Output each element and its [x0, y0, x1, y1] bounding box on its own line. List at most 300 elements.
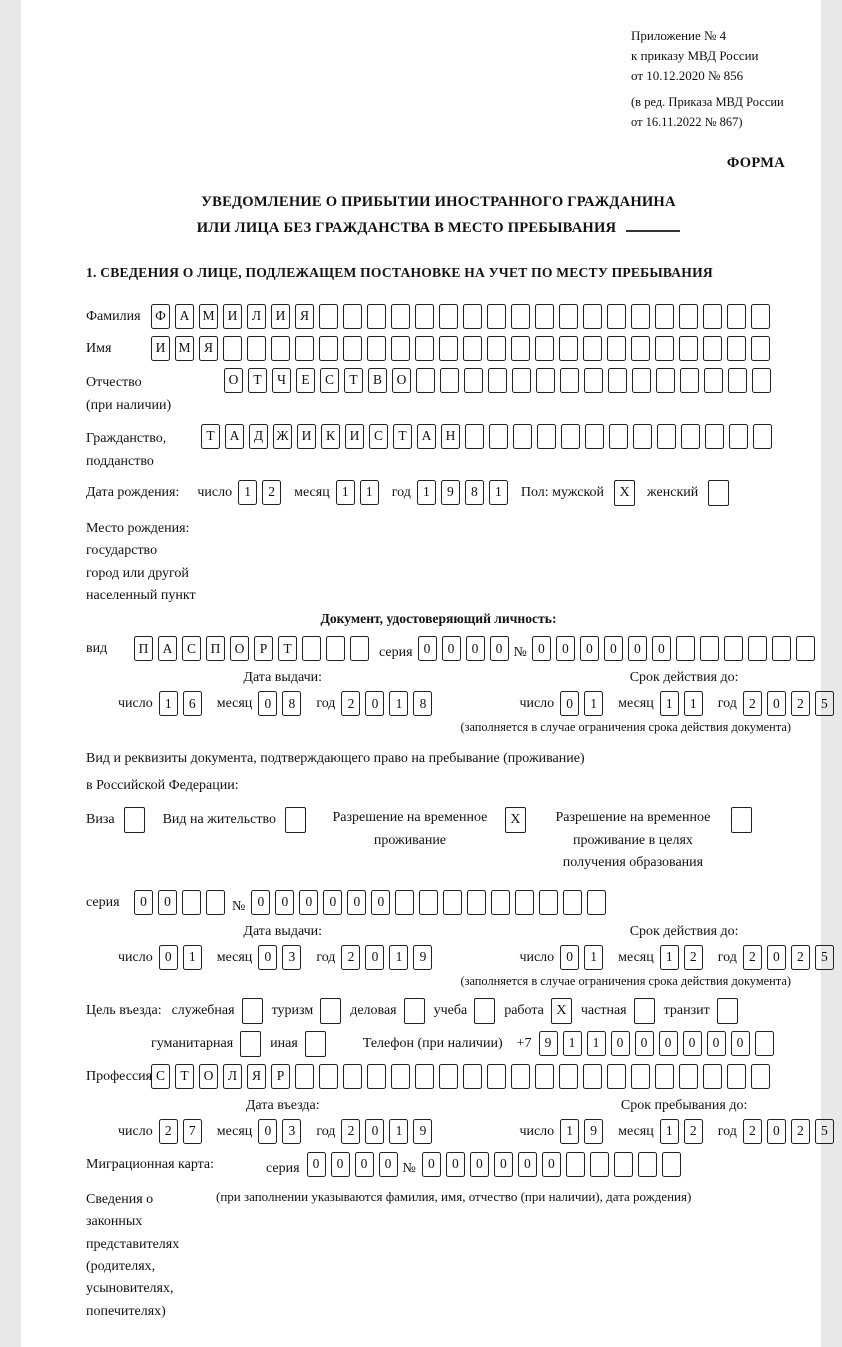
- char-cell[interactable]: [343, 1064, 362, 1089]
- char-cell[interactable]: [487, 1064, 506, 1089]
- char-cell[interactable]: 1: [587, 1031, 606, 1056]
- char-cell[interactable]: 0: [628, 636, 647, 661]
- char-cell[interactable]: 9: [413, 945, 432, 970]
- char-cell[interactable]: [416, 368, 435, 393]
- char-cell[interactable]: 1: [684, 691, 703, 716]
- char-cell[interactable]: [464, 368, 483, 393]
- char-cell[interactable]: Ч: [272, 368, 291, 393]
- char-cell[interactable]: 7: [183, 1119, 202, 1144]
- char-cell[interactable]: 0: [418, 636, 437, 661]
- char-cell[interactable]: И: [151, 336, 170, 361]
- char-cell[interactable]: 1: [238, 480, 257, 505]
- char-cell[interactable]: В: [368, 368, 387, 393]
- char-cell[interactable]: Я: [295, 304, 314, 329]
- char-cell[interactable]: [391, 336, 410, 361]
- char-cell[interactable]: 0: [258, 945, 277, 970]
- char-cell[interactable]: П: [206, 636, 225, 661]
- char-cell[interactable]: И: [345, 424, 364, 449]
- char-cell[interactable]: [772, 636, 791, 661]
- char-cell[interactable]: [753, 424, 772, 449]
- label-line: попечителях): [86, 1303, 166, 1319]
- char-cell[interactable]: Т: [175, 1064, 194, 1089]
- char-cell[interactable]: [343, 304, 362, 329]
- char-cell[interactable]: 0: [355, 1152, 374, 1177]
- char-cell[interactable]: 1: [389, 1119, 408, 1144]
- purpose-option-checkbox[interactable]: [634, 998, 655, 1024]
- char-cell[interactable]: [655, 1064, 674, 1089]
- form-title-line2-wrap: [86, 216, 791, 242]
- char-cell[interactable]: 0: [323, 890, 342, 915]
- char-cell[interactable]: Т: [201, 424, 220, 449]
- char-cell[interactable]: [704, 368, 723, 393]
- char-cell[interactable]: [182, 890, 201, 915]
- migration-number-cells: [422, 1152, 686, 1177]
- char-cell[interactable]: 0: [347, 890, 366, 915]
- char-cell[interactable]: [614, 1152, 633, 1177]
- char-cell[interactable]: М: [199, 304, 218, 329]
- char-cell[interactable]: [607, 336, 626, 361]
- char-cell[interactable]: Р: [271, 1064, 290, 1089]
- char-cell[interactable]: 0: [683, 1031, 702, 1056]
- char-cell[interactable]: [748, 636, 767, 661]
- char-cell[interactable]: [415, 1064, 434, 1089]
- char-cell[interactable]: 0: [442, 636, 461, 661]
- char-cell[interactable]: Р: [254, 636, 273, 661]
- char-cell[interactable]: 0: [470, 1152, 489, 1177]
- temporary-permit-checkbox[interactable]: X: [505, 807, 526, 833]
- char-cell[interactable]: 3: [282, 1119, 301, 1144]
- residence-expiry-col: [519, 923, 842, 971]
- char-cell[interactable]: 1: [360, 480, 379, 505]
- char-cell[interactable]: [343, 336, 362, 361]
- char-cell[interactable]: [796, 636, 815, 661]
- char-cell[interactable]: 0: [767, 691, 786, 716]
- char-cell[interactable]: 0: [371, 890, 390, 915]
- char-cell[interactable]: [535, 304, 554, 329]
- char-cell[interactable]: 0: [494, 1152, 513, 1177]
- char-cell[interactable]: [539, 890, 558, 915]
- char-cell[interactable]: 1: [489, 480, 508, 505]
- char-cell[interactable]: С: [182, 636, 201, 661]
- char-cell[interactable]: 0: [422, 1152, 441, 1177]
- char-cell[interactable]: [583, 1064, 602, 1089]
- char-cell[interactable]: 3: [282, 945, 301, 970]
- migration-card-row: [86, 1152, 791, 1178]
- char-cell[interactable]: 5: [815, 691, 834, 716]
- stay-until-line: [519, 1119, 842, 1144]
- char-cell[interactable]: 0: [560, 691, 579, 716]
- char-cell[interactable]: 2: [341, 1119, 360, 1144]
- identity-kind-label: вид: [86, 641, 108, 657]
- char-cell[interactable]: 0: [707, 1031, 726, 1056]
- char-cell[interactable]: [326, 636, 345, 661]
- char-cell[interactable]: 2: [791, 691, 810, 716]
- label-line: населенный пункт: [86, 588, 196, 604]
- char-cell[interactable]: 0: [258, 1119, 277, 1144]
- char-cell[interactable]: [563, 890, 582, 915]
- char-cell[interactable]: 9: [584, 1119, 603, 1144]
- char-cell[interactable]: [584, 368, 603, 393]
- char-cell[interactable]: А: [417, 424, 436, 449]
- char-cell[interactable]: [367, 304, 386, 329]
- char-cell[interactable]: [440, 368, 459, 393]
- char-cell[interactable]: 0: [518, 1152, 537, 1177]
- purpose-option-checkbox[interactable]: [242, 998, 263, 1024]
- char-cell[interactable]: [751, 336, 770, 361]
- education-permit-label: Разрешение на временное проживание в целях получения образования: [555, 810, 711, 870]
- char-cell[interactable]: 0: [560, 945, 579, 970]
- char-cell[interactable]: [727, 304, 746, 329]
- char-cell[interactable]: 0: [652, 636, 671, 661]
- char-cell[interactable]: 2: [262, 480, 281, 505]
- char-cell[interactable]: [631, 1064, 650, 1089]
- char-cell[interactable]: С: [320, 368, 339, 393]
- char-cell[interactable]: 0: [331, 1152, 350, 1177]
- purpose-option-checkbox[interactable]: [474, 998, 495, 1024]
- char-cell[interactable]: [705, 424, 724, 449]
- char-cell[interactable]: [491, 890, 510, 915]
- char-cell[interactable]: Л: [223, 1064, 242, 1089]
- char-cell[interactable]: 0: [159, 945, 178, 970]
- char-cell[interactable]: 0: [134, 890, 153, 915]
- char-cell[interactable]: [295, 336, 314, 361]
- residence-issue-heading: Дата выдачи:: [243, 923, 323, 939]
- char-cell[interactable]: [679, 336, 698, 361]
- char-cell[interactable]: [585, 424, 604, 449]
- phone-prefix: +7: [516, 1035, 532, 1051]
- char-cell[interactable]: [561, 424, 580, 449]
- purpose-option-checkbox[interactable]: [305, 1031, 326, 1057]
- birth-place-label: [86, 514, 219, 608]
- char-cell[interactable]: 0: [365, 1119, 384, 1144]
- char-cell[interactable]: [463, 304, 482, 329]
- char-cell[interactable]: [319, 1064, 338, 1089]
- char-cell[interactable]: И: [223, 304, 242, 329]
- char-cell[interactable]: [755, 1031, 774, 1056]
- char-cell[interactable]: 1: [159, 691, 178, 716]
- char-cell[interactable]: 0: [299, 890, 318, 915]
- char-cell[interactable]: 1: [336, 480, 355, 505]
- char-cell[interactable]: 1: [584, 691, 603, 716]
- char-cell[interactable]: [679, 304, 698, 329]
- char-cell[interactable]: 0: [556, 636, 575, 661]
- char-cell[interactable]: [703, 304, 722, 329]
- char-cell[interactable]: [703, 1064, 722, 1089]
- char-cell[interactable]: [463, 336, 482, 361]
- char-cell[interactable]: [729, 424, 748, 449]
- gender-male-checkbox[interactable]: X: [614, 480, 635, 506]
- char-cell[interactable]: [302, 636, 321, 661]
- char-cell[interactable]: Д: [249, 424, 268, 449]
- char-cell[interactable]: 1: [660, 1119, 679, 1144]
- migration-card-label: Миграционная карта:: [86, 1157, 215, 1173]
- char-cell[interactable]: [206, 890, 225, 915]
- char-cell[interactable]: Л: [247, 304, 266, 329]
- char-cell[interactable]: 0: [731, 1031, 750, 1056]
- char-cell[interactable]: [655, 304, 674, 329]
- purpose-option-checkbox[interactable]: [320, 998, 341, 1024]
- char-cell[interactable]: 1: [660, 945, 679, 970]
- char-cell[interactable]: 0: [611, 1031, 630, 1056]
- char-cell[interactable]: О: [230, 636, 249, 661]
- char-cell[interactable]: [535, 336, 554, 361]
- char-cell[interactable]: [271, 336, 290, 361]
- char-cell[interactable]: [489, 424, 508, 449]
- purpose-option-label: деловая: [350, 1002, 397, 1018]
- label-line: представителях: [86, 1236, 180, 1252]
- char-cell[interactable]: Ф: [151, 304, 170, 329]
- char-cell[interactable]: [631, 304, 650, 329]
- char-cell[interactable]: [587, 890, 606, 915]
- char-cell[interactable]: 0: [767, 945, 786, 970]
- identity-number-label: №: [513, 645, 527, 661]
- char-cell[interactable]: [703, 336, 722, 361]
- purpose-option: [272, 998, 342, 1024]
- char-cell[interactable]: [511, 336, 530, 361]
- char-cell[interactable]: [319, 304, 338, 329]
- char-cell[interactable]: А: [158, 636, 177, 661]
- char-cell[interactable]: 1: [389, 691, 408, 716]
- char-cell[interactable]: 2: [159, 1119, 178, 1144]
- char-cell[interactable]: [559, 336, 578, 361]
- gender-female-checkbox[interactable]: [708, 480, 729, 506]
- char-cell[interactable]: [488, 368, 507, 393]
- char-cell[interactable]: 8: [465, 480, 484, 505]
- char-cell[interactable]: [656, 368, 675, 393]
- char-cell[interactable]: [467, 890, 486, 915]
- char-cell[interactable]: [751, 304, 770, 329]
- char-cell[interactable]: 1: [584, 945, 603, 970]
- char-cell[interactable]: Е: [296, 368, 315, 393]
- char-cell[interactable]: 2: [791, 1119, 810, 1144]
- char-cell[interactable]: 0: [767, 1119, 786, 1144]
- char-cell[interactable]: [560, 368, 579, 393]
- char-cell[interactable]: С: [369, 424, 388, 449]
- char-cell[interactable]: [657, 424, 676, 449]
- char-cell[interactable]: [295, 1064, 314, 1089]
- char-cell[interactable]: 0: [580, 636, 599, 661]
- patronymic-row: [86, 368, 791, 417]
- char-cell[interactable]: [350, 636, 369, 661]
- char-cell[interactable]: М: [175, 336, 194, 361]
- char-cell[interactable]: [662, 1152, 681, 1177]
- char-cell[interactable]: 1: [417, 480, 436, 505]
- char-cell[interactable]: 2: [684, 1119, 703, 1144]
- char-cell[interactable]: [367, 1064, 386, 1089]
- char-cell[interactable]: [607, 1064, 626, 1089]
- char-cell[interactable]: Я: [199, 336, 218, 361]
- char-cell[interactable]: [655, 336, 674, 361]
- char-cell[interactable]: [609, 424, 628, 449]
- char-cell[interactable]: 0: [542, 1152, 561, 1177]
- visa-checkbox[interactable]: [124, 807, 145, 833]
- char-cell[interactable]: [559, 1064, 578, 1089]
- char-cell[interactable]: О: [199, 1064, 218, 1089]
- given-name-cells: [151, 336, 775, 361]
- char-cell[interactable]: [680, 368, 699, 393]
- char-cell[interactable]: [681, 424, 700, 449]
- char-cell[interactable]: 0: [635, 1031, 654, 1056]
- char-cell[interactable]: [632, 368, 651, 393]
- stay-until-heading: Срок пребывания до:: [620, 1097, 748, 1113]
- char-cell[interactable]: [566, 1152, 585, 1177]
- purpose-option-checkbox[interactable]: X: [551, 998, 572, 1024]
- char-cell[interactable]: Т: [344, 368, 363, 393]
- char-cell[interactable]: 2: [791, 945, 810, 970]
- entry-day: [159, 1119, 207, 1144]
- char-cell[interactable]: [439, 304, 458, 329]
- char-cell[interactable]: [515, 890, 534, 915]
- char-cell[interactable]: [751, 1064, 770, 1089]
- char-cell[interactable]: А: [175, 304, 194, 329]
- purpose-option-checkbox[interactable]: [717, 998, 738, 1024]
- residence-series-row: [86, 890, 791, 916]
- char-cell[interactable]: [439, 336, 458, 361]
- visit-purpose-options-line1: [172, 998, 747, 1024]
- char-cell[interactable]: [367, 336, 386, 361]
- char-cell[interactable]: [583, 336, 602, 361]
- char-cell[interactable]: [590, 1152, 609, 1177]
- char-cell[interactable]: [631, 336, 650, 361]
- char-cell[interactable]: 2: [743, 945, 762, 970]
- residence-permit-checkbox[interactable]: [285, 807, 306, 833]
- char-cell[interactable]: [395, 890, 414, 915]
- purpose-option-label: служебная: [171, 1002, 235, 1018]
- char-cell[interactable]: [676, 636, 695, 661]
- char-cell[interactable]: 5: [815, 945, 834, 970]
- char-cell[interactable]: 8: [413, 691, 432, 716]
- char-cell[interactable]: 9: [441, 480, 460, 505]
- char-cell[interactable]: И: [271, 304, 290, 329]
- char-cell[interactable]: 1: [560, 1119, 579, 1144]
- char-cell[interactable]: [487, 304, 506, 329]
- char-cell[interactable]: 0: [604, 636, 623, 661]
- char-cell[interactable]: Т: [278, 636, 297, 661]
- char-cell[interactable]: И: [297, 424, 316, 449]
- year-label: год: [316, 696, 336, 712]
- char-cell[interactable]: [559, 304, 578, 329]
- appendix-block: [631, 26, 791, 132]
- char-cell[interactable]: 9: [413, 1119, 432, 1144]
- char-cell[interactable]: 2: [743, 1119, 762, 1144]
- char-cell[interactable]: 0: [532, 636, 551, 661]
- char-cell[interactable]: [535, 1064, 554, 1089]
- char-cell[interactable]: [752, 368, 771, 393]
- char-cell[interactable]: [728, 368, 747, 393]
- char-cell[interactable]: [391, 304, 410, 329]
- char-cell[interactable]: [608, 368, 627, 393]
- char-cell[interactable]: О: [224, 368, 243, 393]
- char-cell[interactable]: 2: [743, 691, 762, 716]
- char-cell[interactable]: 0: [365, 945, 384, 970]
- char-cell[interactable]: Н: [441, 424, 460, 449]
- char-cell[interactable]: 0: [275, 890, 294, 915]
- char-cell[interactable]: [638, 1152, 657, 1177]
- entry-date-heading: Дата въезда:: [245, 1097, 320, 1113]
- char-cell[interactable]: 5: [815, 1119, 834, 1144]
- char-cell[interactable]: 6: [183, 691, 202, 716]
- char-cell[interactable]: [679, 1064, 698, 1089]
- char-cell[interactable]: 0: [466, 636, 485, 661]
- char-cell[interactable]: [512, 368, 531, 393]
- char-cell[interactable]: 0: [379, 1152, 398, 1177]
- char-cell[interactable]: 9: [539, 1031, 558, 1056]
- purpose-option-label: частная: [580, 1002, 627, 1018]
- year-label: год: [316, 1124, 336, 1140]
- char-cell[interactable]: 2: [341, 945, 360, 970]
- purpose-option-checkbox[interactable]: [240, 1031, 261, 1057]
- char-cell[interactable]: 2: [341, 691, 360, 716]
- char-cell[interactable]: [391, 1064, 410, 1089]
- char-cell[interactable]: А: [225, 424, 244, 449]
- education-permit-checkbox[interactable]: [731, 807, 752, 833]
- identity-number-cells: [532, 636, 820, 661]
- label-line: усыновителях,: [86, 1281, 174, 1297]
- char-cell[interactable]: [319, 336, 338, 361]
- char-cell[interactable]: Я: [247, 1064, 266, 1089]
- char-cell[interactable]: 0: [365, 691, 384, 716]
- char-cell[interactable]: Ж: [273, 424, 292, 449]
- char-cell[interactable]: 0: [251, 890, 270, 915]
- char-cell[interactable]: [724, 636, 743, 661]
- char-cell[interactable]: 0: [446, 1152, 465, 1177]
- char-cell[interactable]: 1: [660, 691, 679, 716]
- char-cell[interactable]: [607, 304, 626, 329]
- char-cell[interactable]: [443, 890, 462, 915]
- day-label: число: [197, 484, 233, 500]
- char-cell[interactable]: С: [151, 1064, 170, 1089]
- char-cell[interactable]: [247, 336, 266, 361]
- char-cell[interactable]: Т: [248, 368, 267, 393]
- char-cell[interactable]: [419, 890, 438, 915]
- char-cell[interactable]: [513, 424, 532, 449]
- char-cell[interactable]: [439, 1064, 458, 1089]
- char-cell[interactable]: 0: [490, 636, 509, 661]
- char-cell[interactable]: 0: [158, 890, 177, 915]
- char-cell[interactable]: 1: [563, 1031, 582, 1056]
- char-cell[interactable]: [700, 636, 719, 661]
- purpose-option-checkbox[interactable]: [404, 998, 425, 1024]
- char-cell[interactable]: 1: [389, 945, 408, 970]
- char-cell[interactable]: Т: [393, 424, 412, 449]
- char-cell[interactable]: [415, 336, 434, 361]
- char-cell[interactable]: [511, 304, 530, 329]
- char-cell[interactable]: [537, 424, 556, 449]
- char-cell[interactable]: [727, 336, 746, 361]
- char-cell[interactable]: [415, 304, 434, 329]
- char-cell[interactable]: [463, 1064, 482, 1089]
- char-cell[interactable]: 1: [183, 945, 202, 970]
- char-cell[interactable]: П: [134, 636, 153, 661]
- char-cell[interactable]: 0: [659, 1031, 678, 1056]
- identity-issue-col: [118, 669, 447, 717]
- char-cell[interactable]: [223, 336, 242, 361]
- char-cell[interactable]: 8: [282, 691, 301, 716]
- char-cell[interactable]: 2: [684, 945, 703, 970]
- char-cell[interactable]: [511, 1064, 530, 1089]
- citizenship-cells: [201, 424, 777, 449]
- char-cell[interactable]: 0: [258, 691, 277, 716]
- char-cell[interactable]: [487, 336, 506, 361]
- char-cell[interactable]: [465, 424, 484, 449]
- char-cell[interactable]: [583, 304, 602, 329]
- char-cell[interactable]: [536, 368, 555, 393]
- char-cell[interactable]: О: [392, 368, 411, 393]
- char-cell[interactable]: 0: [307, 1152, 326, 1177]
- char-cell[interactable]: К: [321, 424, 340, 449]
- char-cell[interactable]: [727, 1064, 746, 1089]
- char-cell[interactable]: [633, 424, 652, 449]
